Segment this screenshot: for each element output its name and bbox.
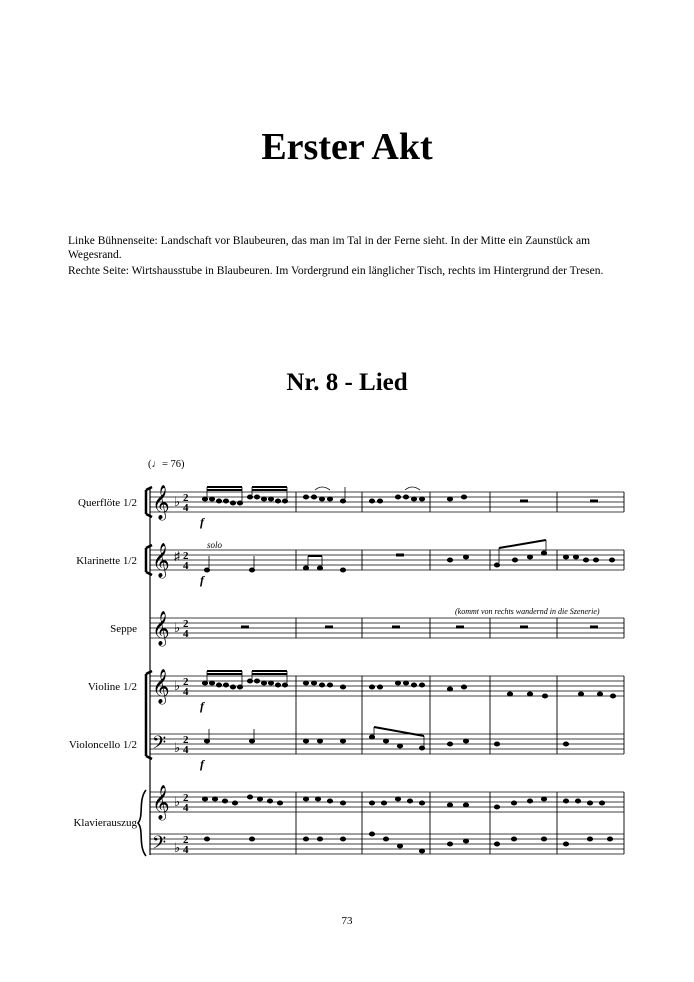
- bass-clef-icon: 𝄢: [152, 832, 167, 857]
- tempo-marking: (♩= 76): [148, 459, 185, 470]
- svg-text:4: 4: [183, 686, 189, 698]
- svg-text:♭: ♭: [174, 740, 181, 755]
- svg-text:♭: ♭: [174, 678, 181, 693]
- svg-text:4: 4: [183, 744, 189, 756]
- stage-note: (kommt von rechts wandernd in die Szenerie): [455, 607, 600, 616]
- treble-clef-icon: 𝄞: [152, 670, 170, 703]
- svg-text:2: 2: [183, 834, 189, 846]
- page-number: 73: [341, 915, 353, 927]
- svg-text:2: 2: [183, 492, 189, 504]
- piece-title: Nr. 8 - Lied: [286, 369, 408, 396]
- svg-text:2: 2: [183, 734, 189, 746]
- instrument-label-piano: Klavierauszug: [73, 817, 137, 829]
- svg-text:♭: ♭: [174, 494, 181, 509]
- svg-text:2: 2: [183, 618, 189, 630]
- treble-clefs: [152, 485, 170, 821]
- staff-cello: [150, 734, 624, 754]
- instrument-label-clarinet: Klarinette 1/2: [76, 555, 137, 567]
- solo-marking: solo: [207, 540, 223, 550]
- staff-seppe: [150, 618, 624, 638]
- svg-text:♯: ♯: [174, 549, 180, 563]
- violin-notes: [202, 671, 615, 698]
- svg-text:♭: ♭: [174, 840, 181, 855]
- brace-piano: [138, 790, 146, 856]
- time-signatures: [183, 492, 189, 856]
- stage-direction-left: Linke Bühnenseite: Landschaft vor Blaubeuren, das man im Tal in der Ferne sieht. In der Mitte ein Zaunstück am Wegesrand.: [68, 235, 591, 261]
- dynamic-forte: f: [200, 573, 204, 587]
- svg-text:2: 2: [183, 550, 189, 562]
- treble-clef-icon: 𝄞: [152, 486, 170, 519]
- cello-notes: [204, 727, 568, 750]
- svg-text:4: 4: [183, 802, 189, 814]
- stage-direction-right: Rechte Seite: Wirtshausstube in Blaubeuren. Im Vordergrund ein länglicher Tisch, rechts im Hintergrund der Tresen.: [68, 265, 604, 277]
- dynamic-forte: f: [200, 757, 204, 771]
- treble-clef-icon: 𝄞: [152, 786, 170, 819]
- bass-clef-icon: 𝄢: [152, 732, 167, 757]
- instrument-label-seppe: Seppe: [110, 623, 137, 635]
- barlines: [296, 492, 624, 854]
- treble-clef-icon: 𝄞: [152, 544, 170, 577]
- svg-text:♭: ♭: [174, 794, 181, 809]
- svg-text:2: 2: [183, 676, 189, 688]
- svg-text:4: 4: [183, 502, 189, 514]
- clarinet-notes: [204, 540, 614, 572]
- dynamic-forte: f: [200, 699, 204, 713]
- instrument-label-flute: Querflöte 1/2: [78, 497, 137, 509]
- svg-text:2: 2: [183, 792, 189, 804]
- svg-text:4: 4: [183, 628, 189, 640]
- staff-clarinet: [150, 550, 624, 570]
- svg-text:4: 4: [183, 844, 189, 856]
- staff-piano-treble: [150, 792, 624, 812]
- svg-text:4: 4: [183, 560, 189, 572]
- instrument-label-cello: Violoncello 1/2: [68, 739, 137, 751]
- treble-clef-icon: 𝄞: [152, 612, 170, 645]
- key-signatures: [174, 494, 180, 855]
- dynamic-forte: f: [200, 515, 204, 529]
- svg-text:♭: ♭: [174, 620, 181, 635]
- dynamics: [200, 515, 205, 771]
- instrument-label-violin: Violine 1/2: [87, 681, 137, 693]
- act-title: Erster Akt: [261, 126, 433, 168]
